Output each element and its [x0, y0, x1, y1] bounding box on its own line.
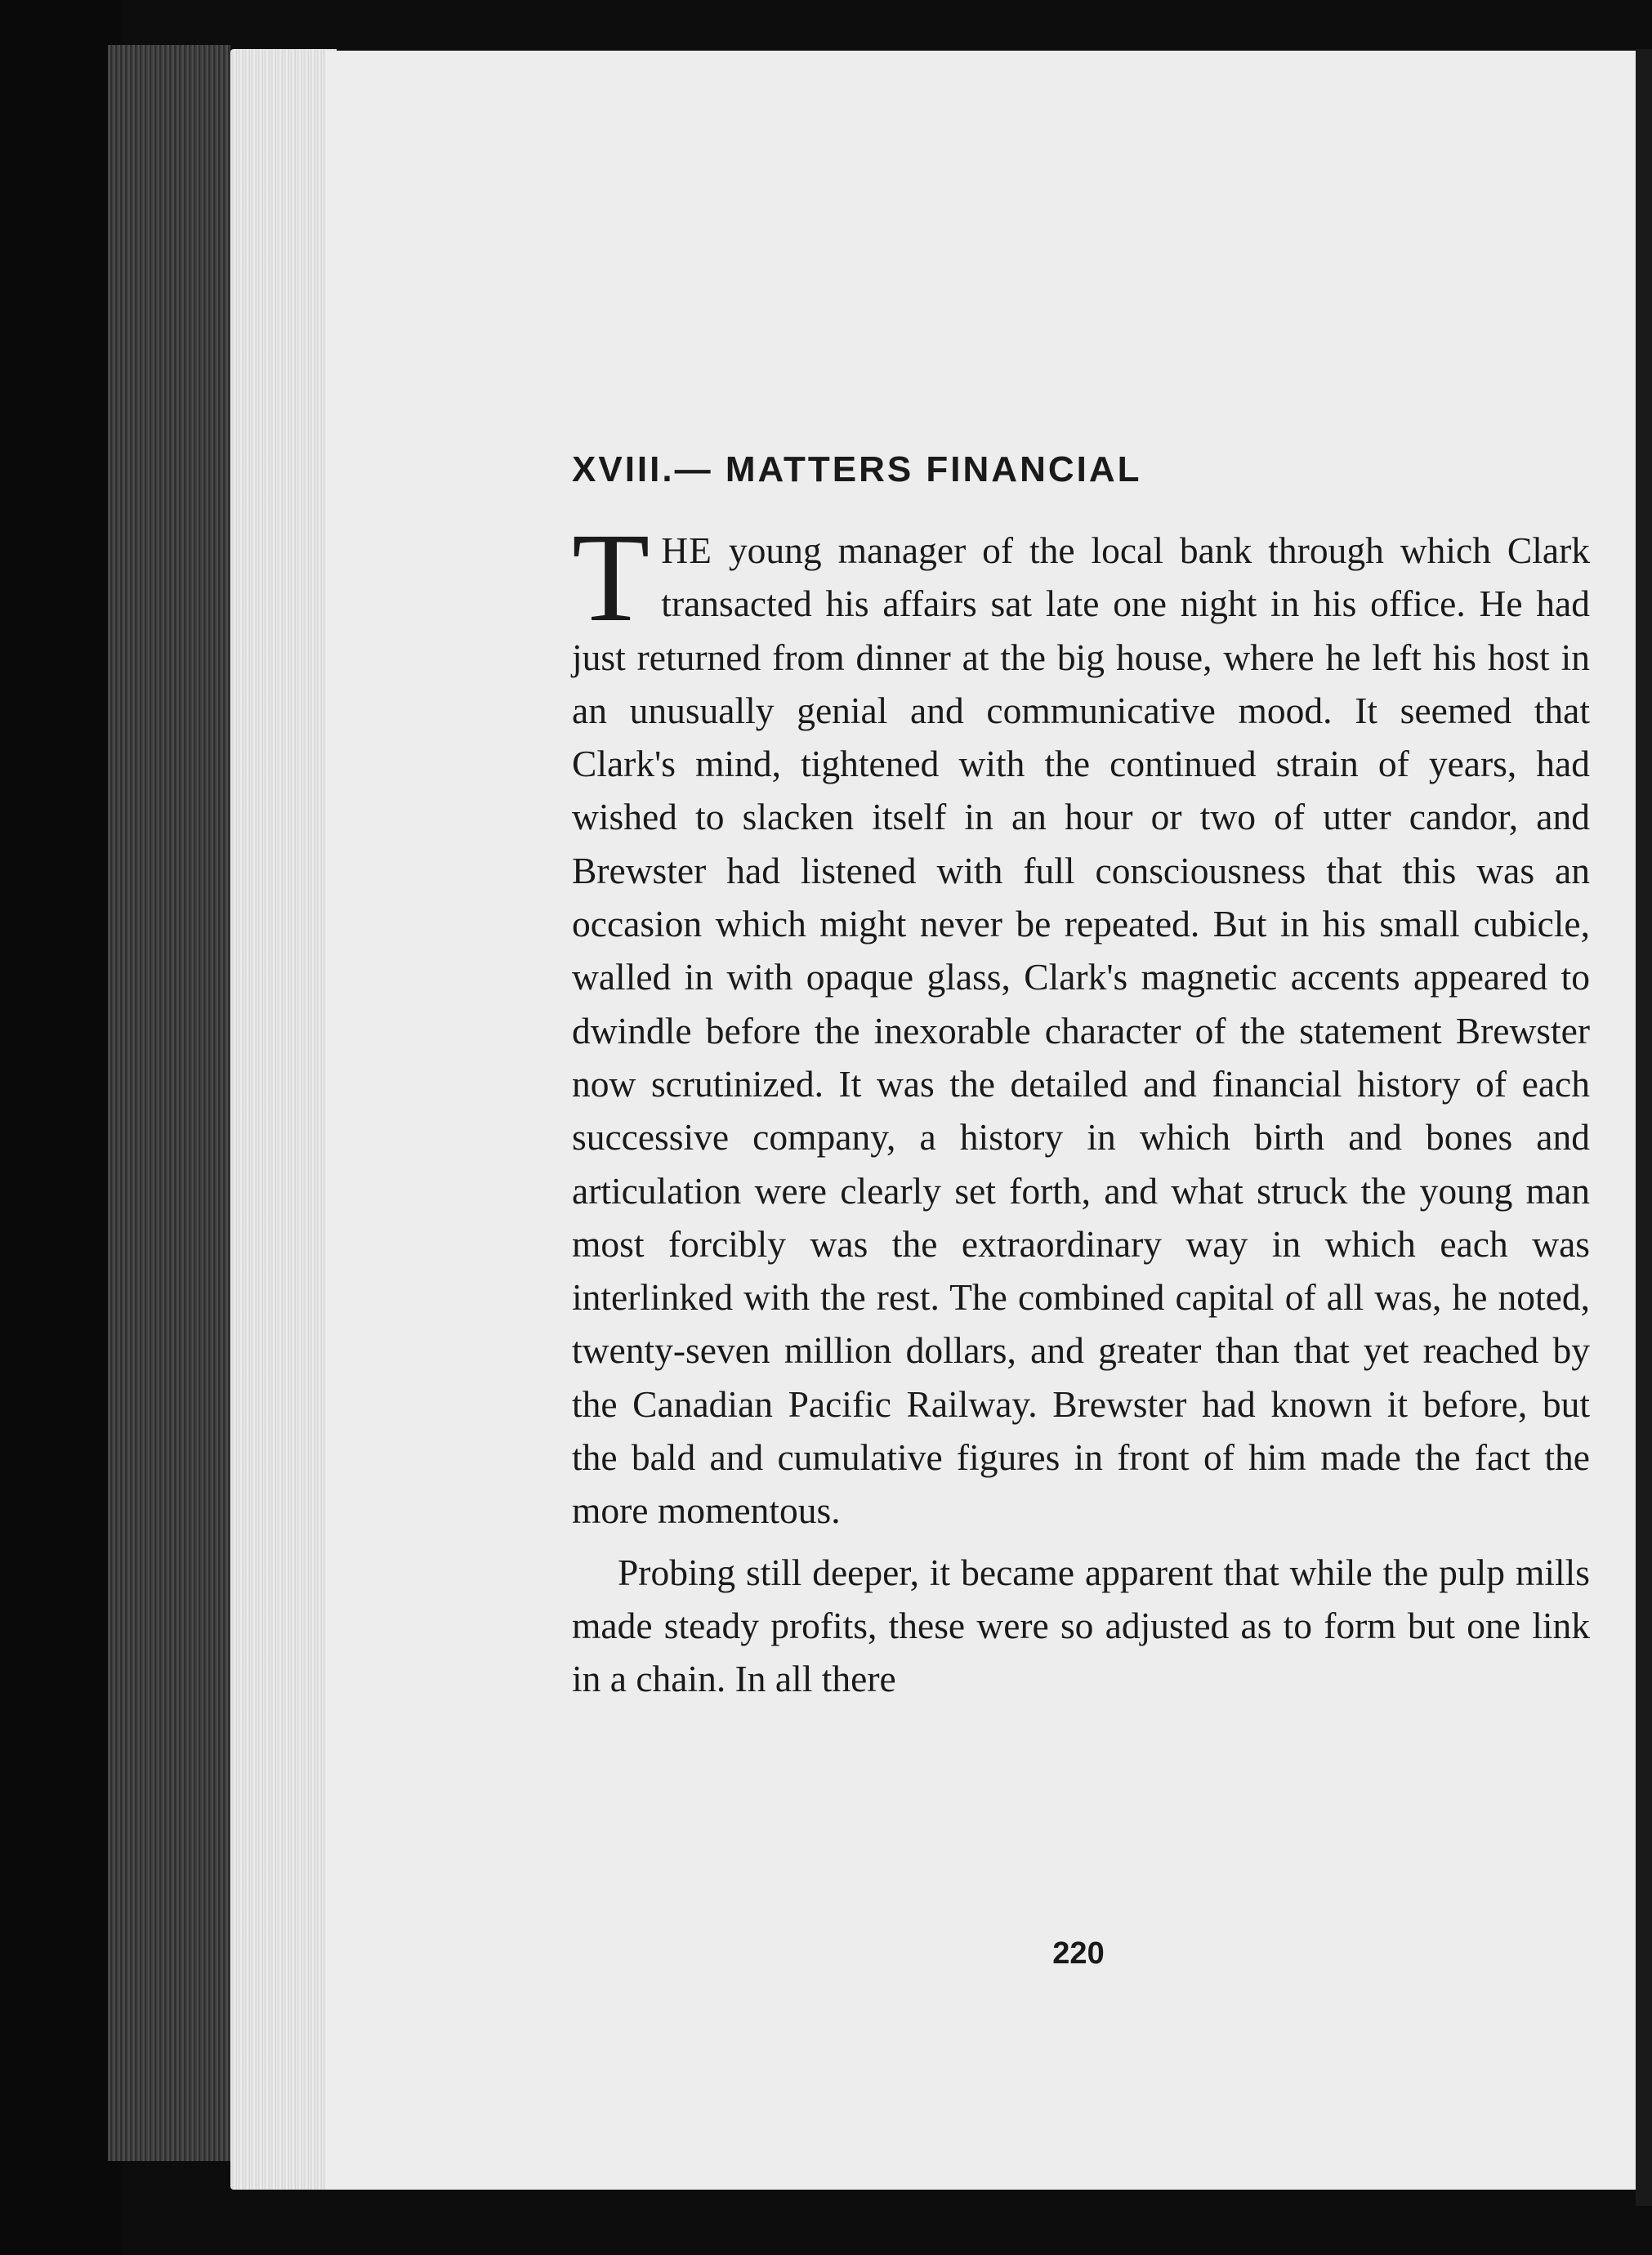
drop-cap: T	[572, 507, 650, 648]
book-spine-pages-edge	[108, 45, 230, 2161]
book-cover-edge	[0, 0, 123, 2255]
chapter-title: XVIII.— MATTERS FINANCIAL	[572, 449, 1142, 489]
page-number: 220	[1052, 1936, 1105, 1971]
paragraph-1-text: young manager of the local bank through which Clark transacted his affairs sat late one night in his office. He had just returned from dinner at the big house, where he left his host in an unusually genial and communicative mood. It seemed that Clark's mind, tightened with the continued strain of years, had wished to slacken itself in an hour or two of utter candor, and Brewster had listened with full consciousness that this was an occasion which might never be repeated. But in his small cubicle, walled in with opaque glass, Clark's magnetic accents appeared to dwindle before the inexorable character of the statement Brewster now scrutinized. It was the detailed and financial history of each successive company, a history in which birth and bones and articulation were clearly set forth, and what struck the young man most forcibly was the extraordinary way in which each was interlinked with the rest. The combined capital of all was, he noted, twenty-seven million dollars, and greater than that yet reached by the Canadian Pacific Railway. Brewster had known it before, but the bald and cumulative figures in front of him made the fact the more momentous.	[572, 529, 1590, 1532]
lead-in: HE	[661, 529, 712, 571]
right-page-shadow	[1636, 49, 1652, 2206]
page-stack-edge	[230, 49, 337, 2190]
paragraph-1	[572, 507, 1590, 1538]
paragraph-2: Probing still deeper, it became apparent that while the pulp mills made steady profits, these were so adjusted as to form but one link in a chain. In all there	[572, 1551, 1590, 1700]
page-text-block	[572, 445, 1590, 1706]
